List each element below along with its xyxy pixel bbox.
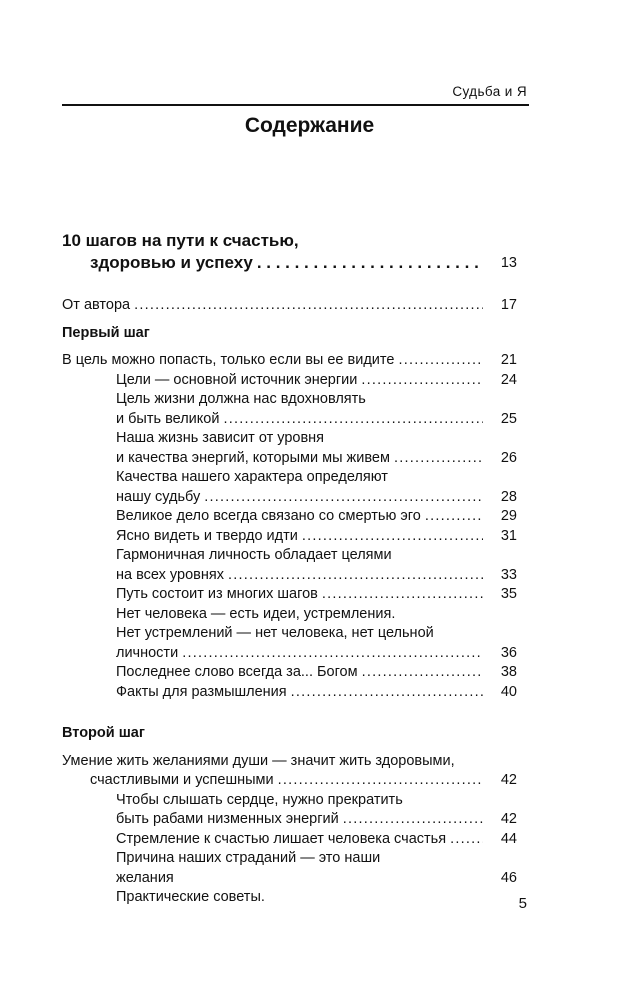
running-head: Судьба и Я <box>452 84 527 99</box>
dot-leader <box>204 488 483 508</box>
toc-entry-title: нашу судьбу <box>116 488 201 505</box>
toc-page-number: 38 <box>500 664 517 680</box>
toc-page-number: 36 <box>500 644 517 661</box>
toc-entry-title: личности <box>116 644 179 661</box>
dot-leader <box>343 810 483 830</box>
toc-entry-title: Чтобы слышать сердце, нужно прекратить <box>116 791 403 808</box>
toc-entry-step2-main[interactable] <box>62 752 517 791</box>
toc-entry-title: Путь состоит из многих шагов <box>116 586 318 602</box>
toc-page-number: 31 <box>500 527 517 544</box>
toc-page-number: 40 <box>500 683 517 700</box>
toc-page-number: 33 <box>500 566 517 583</box>
toc-entry-title: Нет человека — есть идеи, устремления. <box>116 605 396 622</box>
toc-entry-title: желания <box>116 869 174 886</box>
toc-entry[interactable] <box>62 830 517 850</box>
toc-entry[interactable] <box>62 468 517 507</box>
toc-entry-title: Цель жизни должна нас вдохновлять <box>116 391 366 407</box>
toc-entry[interactable] <box>62 849 517 888</box>
toc-page-number: 26 <box>500 449 517 466</box>
toc-entry-title: 10 шагов на пути к счастью, <box>62 231 299 250</box>
dot-leader <box>362 663 483 683</box>
toc-entry-title: Гармоничная личность обладает целями <box>116 547 392 563</box>
toc-entry-title: Ясно видеть и твердо идти <box>116 527 298 544</box>
toc-entry-title: Стремление к счастью лишает человека счастья <box>116 830 447 847</box>
toc-page-number: 29 <box>500 508 517 524</box>
page-title: Содержание <box>244 114 375 137</box>
toc-entry-title: Наша жизнь зависит от уровня <box>116 430 325 446</box>
toc-entry[interactable] <box>62 527 517 547</box>
toc-page-number: 46 <box>500 869 517 886</box>
toc-page-number: 44 <box>500 830 517 847</box>
toc-page-number: 42 <box>500 772 517 788</box>
dot-leader <box>398 351 483 371</box>
dot-leader <box>450 830 483 850</box>
toc-page-number: 35 <box>500 586 517 602</box>
toc-entry[interactable] <box>62 888 487 908</box>
toc-entry[interactable] <box>62 663 517 683</box>
toc-page-number: 25 <box>500 410 517 427</box>
toc-entry[interactable] <box>62 390 517 429</box>
toc-entry-title: Факты для размышления <box>116 683 287 700</box>
toc-entry[interactable] <box>62 507 517 527</box>
dot-leader <box>361 371 483 391</box>
toc-entry-step1-main[interactable] <box>62 351 517 371</box>
toc-entry-title: Цели — основной источник энергии <box>116 371 358 388</box>
toc-page-number: 21 <box>500 352 517 368</box>
table-of-contents <box>62 230 517 908</box>
toc-entry-title: Великое дело всегда связано со смертью эго <box>116 508 421 524</box>
toc-entry-title: и быть великой <box>116 410 220 427</box>
section-heading-step2: Второй шаг <box>62 725 145 741</box>
dot-leader <box>291 683 483 703</box>
dot-leader <box>278 771 483 791</box>
toc-page-number: 17 <box>500 297 517 313</box>
toc-entry-title: Практические советы. <box>116 889 265 905</box>
dot-leader <box>425 507 483 527</box>
toc-page-number: 24 <box>500 371 517 388</box>
toc-entry-title: Нет устремлений — нет человека, нет цельной <box>116 625 434 641</box>
toc-entry-title: В цель можно попасть, только если вы ее видите <box>62 352 395 368</box>
section-heading-step1: Первый шаг <box>62 324 150 341</box>
toc-entry-title: Качества нашего характера определяют <box>116 469 388 485</box>
dot-leader <box>322 585 483 605</box>
toc-page-number: 28 <box>500 488 517 505</box>
toc-entry-intro[interactable] <box>62 230 517 274</box>
header-rule <box>62 104 529 106</box>
toc-entry-title: Умение жить желаниями души — значит жить здоровыми, <box>62 752 455 769</box>
dot-leader <box>394 449 483 469</box>
toc-page-number: 13 <box>500 255 517 271</box>
toc-entry-author[interactable] <box>62 296 517 316</box>
dot-leader <box>257 252 483 274</box>
dot-leader <box>182 644 483 664</box>
toc-entry-title: От автора <box>62 297 131 313</box>
toc-entry-title: счастливыми и успешными <box>90 772 274 788</box>
toc-entry-title: Причина наших страданий — это наши <box>116 850 381 866</box>
toc-entry-title: Последнее слово всегда за... Богом <box>116 664 358 680</box>
dot-leader <box>134 296 483 316</box>
toc-entry-title: быть рабами низменных энергий <box>116 811 339 827</box>
toc-entry[interactable] <box>62 605 517 664</box>
toc-entry[interactable] <box>62 371 517 391</box>
toc-entry[interactable] <box>62 429 517 468</box>
toc-entry[interactable] <box>62 546 517 585</box>
toc-entry[interactable] <box>62 585 517 605</box>
dot-leader <box>223 410 483 430</box>
toc-entry-title: здоровью и успеху <box>90 253 253 272</box>
toc-entry-title: на всех уровнях <box>116 566 224 583</box>
dot-leader <box>302 527 483 547</box>
dot-leader <box>228 566 483 586</box>
page-number: 5 <box>518 895 527 912</box>
toc-entry-title: и качества энергий, которыми мы живем <box>116 449 390 466</box>
toc-entry[interactable] <box>62 683 517 703</box>
toc-page-number: 42 <box>500 811 517 827</box>
toc-entry[interactable] <box>62 791 517 830</box>
